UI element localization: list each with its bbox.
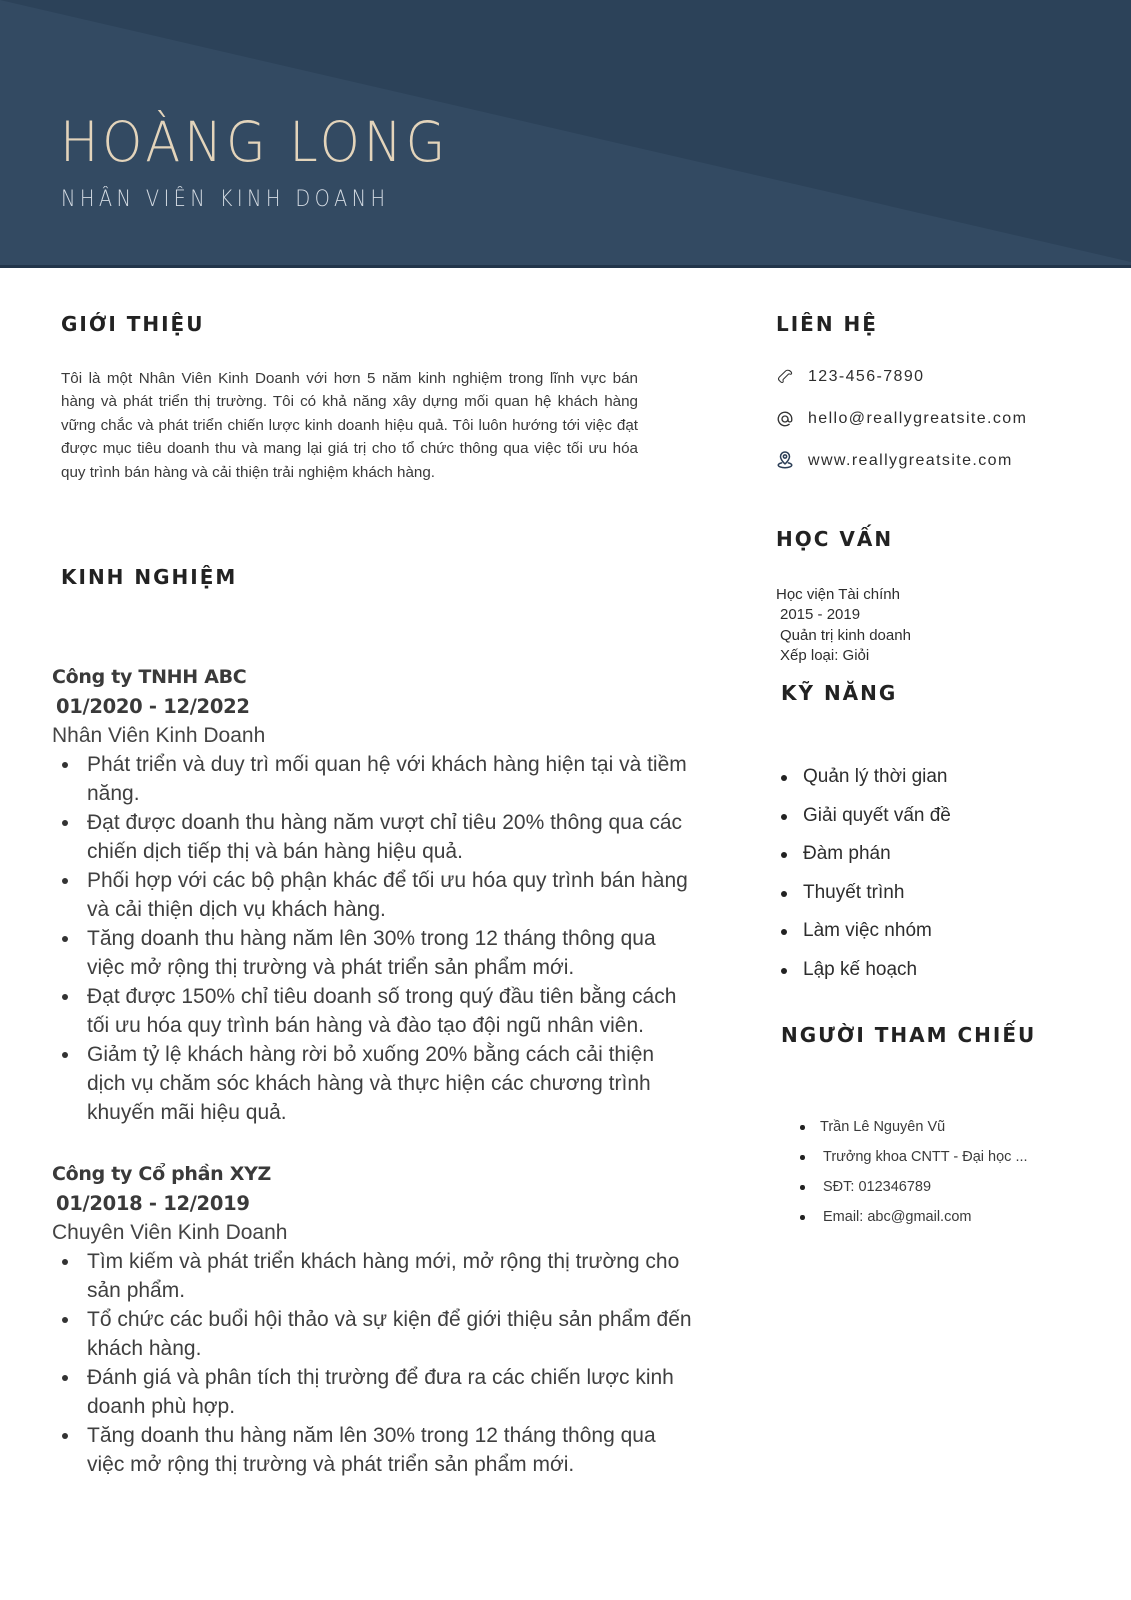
education-major: Quản trị kinh doanh [780, 626, 911, 644]
job-company: Công ty Cổ phần XYZ [52, 1163, 272, 1185]
candidate-role: NHÂN VIÊN KINH DOANH [61, 187, 390, 212]
skill-item: Giải quyết vấn đề [778, 797, 951, 836]
contact-phone [776, 356, 1106, 398]
contact-website [776, 440, 1106, 482]
header-bottom-edge [0, 265, 1131, 268]
skill-item: Lập kế hoạch [778, 951, 951, 990]
job-bullet: Đạt được doanh thu hàng năm vượt chỉ tiêu 20% thông qua các chiến dịch tiếp thị và bán hàng hiệu quả. [52, 808, 692, 866]
job-bullet: Phối hợp với các bộ phận khác để tối ưu hóa quy trình bán hàng và cải thiện dịch vụ khách hàng. [52, 866, 692, 924]
job-bullet: Tăng doanh thu hàng năm lên 30% trong 12 tháng thông qua việc mở rộng thị trường và phát triển sản phẩm mới. [52, 924, 692, 982]
job-title: Nhân Viên Kinh Doanh [52, 724, 266, 747]
education-grade: Xếp loại: Giỏi [780, 647, 870, 665]
header-banner [0, 0, 1131, 268]
job-bullet: Đạt được 150% chỉ tiêu doanh số trong quý đầu tiên bằng cách tối ưu hóa quy trình bán hàng và đào tạo đội ngũ nhân viên. [52, 982, 692, 1040]
job-bullet: Tổ chức các buổi hội thảo và sự kiện để giới thiệu sản phẩm đến khách hàng. [52, 1305, 692, 1363]
contact-phone-value[interactable]: 123-456-7890 [808, 368, 925, 385]
job-company: Công ty TNHH ABC [52, 666, 247, 688]
education-years: 2015 - 2019 [780, 606, 861, 624]
skill-item: Thuyết trình [778, 874, 951, 913]
job-bullet: Tăng doanh thu hàng năm lên 30% trong 12 tháng thông qua việc mở rộng thị trường và phát triển sản phẩm mới. [52, 1421, 692, 1479]
contact-email-value[interactable]: hello@reallygreatsite.com [808, 410, 1028, 427]
intro-heading: GIỚI THIỆU [61, 312, 205, 336]
at-sign-icon [776, 408, 808, 430]
job-bullets [52, 750, 692, 1127]
skills-list [778, 758, 951, 989]
contact-email [776, 398, 1106, 440]
job-bullet: Giảm tỷ lệ khách hàng rời bỏ xuống 20% bằng cách cải thiện dịch vụ chăm sóc khách hàng và thực hiện các chương trình khuyến mãi hiệu quả. [52, 1040, 692, 1127]
education-block [776, 585, 911, 667]
skill-item: Làm việc nhóm [778, 912, 951, 951]
contact-website-value[interactable]: www.reallygreatsite.com [808, 452, 1013, 469]
job-bullet: Phát triển và duy trì mối quan hệ với khách hàng hiện tại và tiềm năng. [52, 750, 692, 808]
contact-list [776, 356, 1106, 482]
job-bullets [52, 1247, 692, 1479]
skill-item: Đàm phán [778, 835, 951, 874]
reference-item: Email: abc@gmail.com [798, 1202, 1028, 1232]
skill-item: Quản lý thời gian [778, 758, 951, 797]
reference-item: Trần Lê Nguyên Vũ [798, 1112, 1028, 1142]
job-bullet: Tìm kiếm và phát triển khách hàng mới, mở rộng thị trường cho sản phẩm. [52, 1247, 692, 1305]
experience-heading: KINH NGHIỆM [61, 565, 238, 589]
job-dates: 01/2020 - 12/2022 [56, 695, 250, 718]
job-dates: 01/2018 - 12/2019 [56, 1192, 250, 1215]
education-heading: HỌC VẤN [776, 527, 894, 551]
reference-item: Trưởng khoa CNTT - Đại học ... [798, 1142, 1028, 1172]
intro-text: Tôi là một Nhân Viên Kinh Doanh với hơn 5 năm kinh nghiệm trong lĩnh vực bán hàng và phát triển thị trường. Tôi có khả năng xây dựng mối quan hệ khách hàng vững chắc và phát triển chiến lược kinh doanh hiệu quả. Tôi luôn hướng tới việc đạt được mục tiêu doanh thu và mang lại giá trị cho tổ chức thông qua việc tối ưu hóa quy trình bán hàng và cải thiện trải nghiệm khách hàng. [61, 370, 638, 481]
job-bullet: Đánh giá và phân tích thị trường để đưa ra các chiến lược kinh doanh phù hợp. [52, 1363, 692, 1421]
reference-item: SĐT: 012346789 [798, 1172, 1028, 1202]
education-school: Học viện Tài chính [776, 586, 900, 603]
contact-heading: LIÊN HỆ [776, 312, 878, 336]
candidate-name: HOÀNG LONG [60, 110, 450, 174]
phone-icon [776, 366, 808, 388]
references-list [798, 1112, 1028, 1232]
skills-heading: KỸ NĂNG [781, 681, 898, 705]
job-entry [52, 663, 692, 1127]
references-heading: NGƯỜI THAM CHIẾU [781, 1023, 1037, 1047]
location-pin-icon [776, 450, 808, 472]
job-title: Chuyên Viên Kinh Doanh [52, 1221, 288, 1244]
job-entry [52, 1160, 692, 1479]
